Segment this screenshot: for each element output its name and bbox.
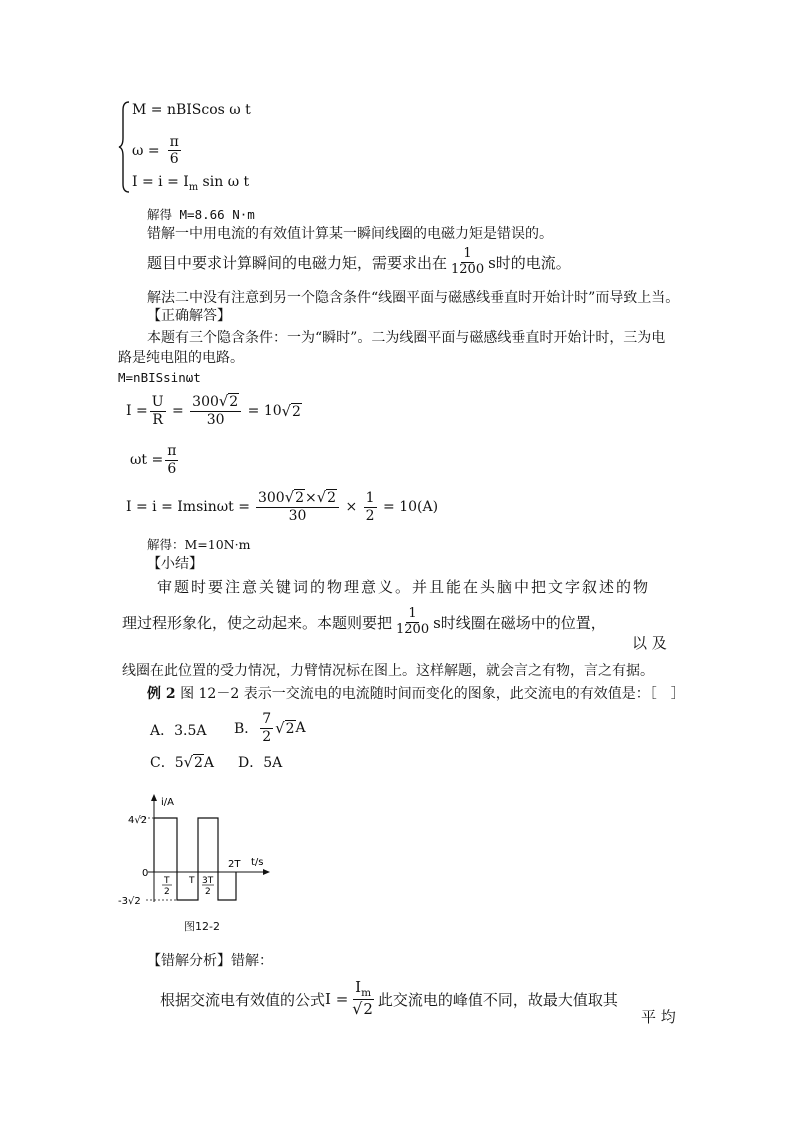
equation-line-2: ω = $\frac{\pi}{6}$ xyxy=(132,134,179,168)
option-b: B． $\frac{7}{2}$ √2 A xyxy=(234,711,306,745)
summary-line-1: 审题时要注意关键词的物理意义。并且能在头脑中把文字叙述的物 xyxy=(157,578,651,596)
example-2-question: 例 2 图 12－2 表示一交流电的电流随时间而变化的图象，此交流电的有效值是：［ ］ xyxy=(147,686,685,702)
x-axis-label: t/s xyxy=(251,857,264,868)
x-axis-arrow-icon xyxy=(263,869,270,875)
torque-formula: M=nBISsinωt xyxy=(118,370,201,385)
tick-t-label: T xyxy=(189,876,195,886)
tick-2t-label: 2T xyxy=(228,859,241,870)
hidden-conditions-line-1: 本题有三个隐含条件：一为“瞬时”。二为线圈平面与磁感线垂直时开始计时，三为电 xyxy=(147,330,666,346)
solve-result-2: 解得：M=10N·m xyxy=(147,537,251,552)
left-brace-icon xyxy=(118,98,132,196)
solve-result-1: 解得 M=8.66 N·m xyxy=(147,207,255,222)
error-note-2: 解法二中没有注意到另一个隐含条件“线圈平面与磁感线垂直时开始计时”而导致上当。 xyxy=(147,290,680,306)
y-axis-label: i/A xyxy=(161,797,174,808)
current-equation: I = $\frac{U}{R}$ = $\frac{300√2}{30}$ = 10 √2 xyxy=(126,393,301,428)
y-bottom-value: -3√2 xyxy=(118,896,141,907)
instant-current-equation: I = i = Imsinωt = $\frac{300√2\times√2}{30}$ × $\frac{1}{2}$ = 10(A) xyxy=(126,489,439,524)
need-sentence: 题目中要求计算瞬间的电磁力矩，需要求出在 $\frac{1}{1200}$ s时的电流。 xyxy=(147,245,571,277)
tick-3half-t-num: 3T xyxy=(202,876,214,886)
option-d: D．5A xyxy=(238,755,283,771)
omega-t-equation: ωt = $\frac{\pi}{6}$ xyxy=(130,443,177,477)
y-zero-label: 0 xyxy=(142,868,149,879)
tick-half-t-den: 2 xyxy=(164,887,170,897)
equation-system xyxy=(118,98,268,196)
tick-half-t-num: T xyxy=(164,876,170,886)
equation-line-3: $I = i = I_m$ sin ω t xyxy=(132,174,250,193)
summary-line-2: 理过程形象化，使之动起来。本题则要把 $\frac{1}{1200}$ s时线圈在磁场中的位置， xyxy=(122,605,606,637)
option-c: C．5√2A xyxy=(150,754,215,771)
error-note-1: 错解一中用电流的有效值计算某一瞬间线圈的电磁力矩是错误的。 xyxy=(147,226,553,242)
equation-line-1: M = nBIScos ω t xyxy=(132,102,251,118)
y-axis-arrow-icon xyxy=(151,794,157,801)
graph-caption: 图12-2 xyxy=(184,920,220,933)
wrong-analysis-heading: 【错解分析】错解： xyxy=(147,953,273,969)
correct-heading: 【正确解答】 xyxy=(147,308,231,324)
summary-line-2-tail: 以 及 xyxy=(632,634,667,652)
summary-line-3: 线圈在此位置的受力情况，力臂情况标在图上。这样解题，就会言之有物，言之有据。 xyxy=(122,663,654,679)
y-top-value: 4√2 xyxy=(128,815,148,826)
wrong-analysis-tail: 平 均 xyxy=(641,1008,676,1026)
current-time-graph xyxy=(110,790,280,920)
tick-3half-t-den: 2 xyxy=(205,887,211,897)
summary-heading: 【小结】 xyxy=(147,556,203,572)
wrong-analysis-sentence: 根据交流电有效值的公式 I = $\frac{I_m}{√2}$ 此交流电的峰值不同，故最大值取其 xyxy=(160,978,618,1019)
hidden-conditions-line-2: 路是纯电阻的电路。 xyxy=(118,350,244,366)
option-a: A．3.5A xyxy=(150,723,207,739)
